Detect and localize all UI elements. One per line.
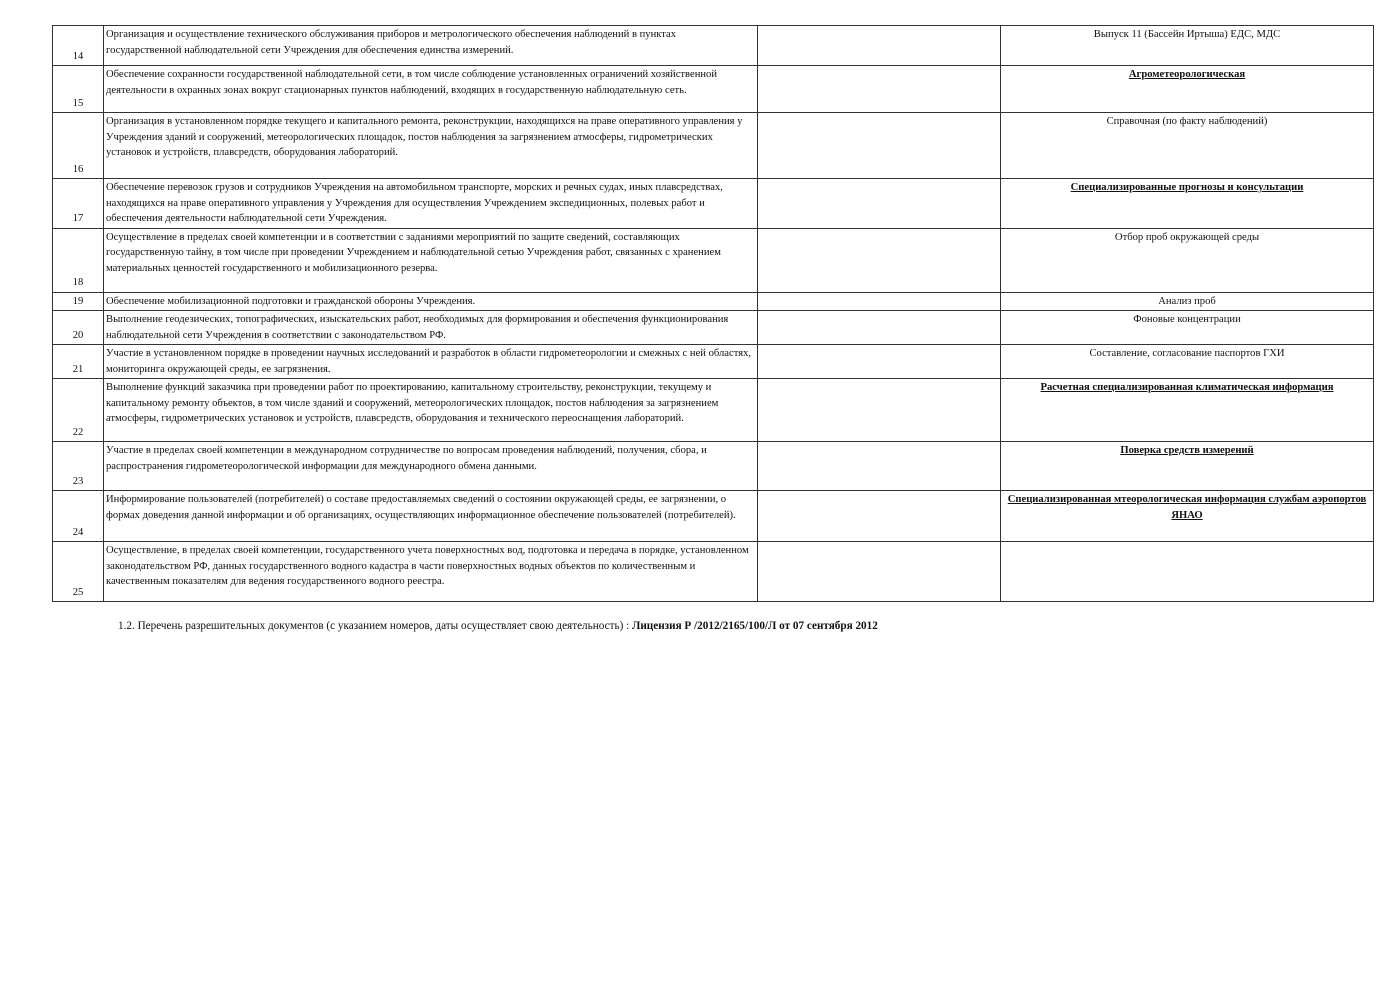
empty-cell — [758, 292, 1001, 311]
empty-cell — [758, 66, 1001, 113]
table-row — [53, 26, 1374, 66]
service-label: Агрометеорологическая — [1128, 69, 1246, 80]
empty-cell — [758, 26, 1001, 66]
row-number: 22 — [53, 379, 104, 442]
table-row — [53, 179, 1374, 229]
service-heading — [1001, 379, 1374, 442]
row-number: 14 — [53, 26, 104, 66]
service-heading — [1001, 442, 1374, 491]
service-label: Поверка средств измерений — [1120, 445, 1254, 456]
table-row — [53, 491, 1374, 542]
permits-note — [118, 620, 878, 632]
service-heading — [1001, 179, 1374, 229]
table-row — [53, 113, 1374, 179]
activity-description: Участие в установленном порядке в проведении научных исследований и разработок в области гидрометеорологии и смежных с ней областях, мониторинга окружающей среды, ее загрязнения. — [104, 345, 758, 379]
activity-description: Обеспечение сохранности государственной наблюдательной сети, в том числе соблюдение установленных ограничений хозяйственной деятельности в охранных зонах вокруг стационарных пунктов наблюдений, входящих в государственную наблюдательную сеть. — [104, 66, 758, 113]
service-label: Расчетная специализированная климатическая информация — [1040, 382, 1334, 393]
row-number: 21 — [53, 345, 104, 379]
activity-description: Организация в установленном порядке текущего и капитального ремонта, реконструкции, находящихся на праве оперативного управления у Учреждения зданий и сооружений, метеорологических площадок, постов наблюдения за загрязнением атмосферы, гидрометрических установок и устройств, плавсредств, оборудования лабораторий. — [104, 113, 758, 179]
row-number: 16 — [53, 113, 104, 179]
table-row — [53, 379, 1374, 442]
empty-cell — [758, 379, 1001, 442]
service-label: Отбор проб окружающей среды — [1114, 231, 1260, 243]
service-item — [1001, 311, 1374, 345]
service-label: Специализированные прогнозы и консультации — [1070, 182, 1304, 193]
empty-cell — [758, 542, 1001, 602]
license-number: Лицензия Р /2012/2165/100/Л от 07 сентября 2012 — [632, 620, 878, 632]
row-number: 17 — [53, 179, 104, 229]
table-row — [53, 228, 1374, 292]
service-item — [1001, 292, 1374, 311]
empty-cell — [758, 491, 1001, 542]
row-number: 23 — [53, 442, 104, 491]
empty-cell — [758, 179, 1001, 229]
activity-description: Осуществление в пределах своей компетенции и в соответствии с заданиями мероприятий по защите сведений, составляющих государственную тайну, в том числе при проведении Учреждением и наблюдательной сетью Учреждения работ, связанных с хранением материальных ценностей государственного и мобилизационного резерва. — [104, 228, 758, 292]
activity-description: Выполнение геодезических, топографических, изыскательских работ, необходимых для формирования и обеспечения функционирования наблюдательной сети Учреждения в соответствии с законодательством РФ. — [104, 311, 758, 345]
empty-cell — [758, 113, 1001, 179]
service-heading — [1001, 491, 1374, 542]
table-row — [53, 345, 1374, 379]
table-row — [53, 442, 1374, 491]
activity-description: Выполнение функций заказчика при проведении работ по проектированию, капитальному строительству, реконструкции, текущему и капитальному ремонту объектов, в том числе зданий и сооружений, метеорологических площадок, постов наблюдения за загрязнением атмосферы, гидрометрических установок и устройств, плавсредств, оборудования и технического переоснащения лабораторий. — [104, 379, 758, 442]
service-item — [1001, 113, 1374, 179]
activity-description: Осуществление, в пределах своей компетенции, государственного учета поверхностных вод, подготовка и передача в порядке, установленном законодательством РФ, данных государственного водного кадастра в части поверхностных водных объектов по количественным и качественным показателям для ведения государственного водного реестра. — [104, 542, 758, 602]
service-heading — [1001, 66, 1374, 113]
row-number: 15 — [53, 66, 104, 113]
empty-cell — [758, 345, 1001, 379]
empty-cell — [758, 228, 1001, 292]
empty-cell — [758, 442, 1001, 491]
activity-description: Обеспечение перевозок грузов и сотрудников Учреждения на автомобильном транспорте, морских и речных судах, иных плавсредствах, находящихся на праве оперативного управления у Учреждения для осуществления Учреждением экспедиционных, полевых работ и обеспечения деятельности наблюдательной сети Учреждения. — [104, 179, 758, 229]
table-body — [53, 26, 1374, 602]
table-row — [53, 66, 1374, 113]
service-item — [1001, 26, 1374, 66]
service-label: Специализированная мтеорологическая информация службам аэропортов ЯНАО — [1007, 494, 1367, 521]
table-row — [53, 292, 1374, 311]
row-number: 24 — [53, 491, 104, 542]
empty-cell — [758, 311, 1001, 345]
row-number: 18 — [53, 228, 104, 292]
service-item — [1001, 542, 1374, 602]
row-number: 19 — [53, 292, 104, 311]
activity-description: Участие в пределах своей компетенции в международном сотрудничестве по вопросам проведения наблюдений, получения, сбора, и распространения гидрометеорологической информации для международного обмена данными. — [104, 442, 758, 491]
permits-label: 1.2. Перечень разрешительных документов (с указанием номеров, даты осуществляет свою деятельность) : — [118, 620, 632, 632]
service-label: Выпуск 11 (Бассейн Иртыша) ЕДС, МДС — [1093, 29, 1281, 40]
table-row — [53, 542, 1374, 602]
row-number: 25 — [53, 542, 104, 602]
service-label: Анализ проб — [1158, 295, 1216, 307]
service-label: Фоновые концентрации — [1133, 314, 1241, 325]
activity-description: Информирование пользователей (потребителей) о составе предоставляемых сведений о состоянии окружающей среды, ее загрязнении, о формах доведения данной информации и об организациях, осуществляющих информационное обеспечение пользователей (потребителей). — [104, 491, 758, 542]
services-table — [52, 25, 1374, 602]
service-label: Составление, согласование паспортов ГХИ — [1089, 348, 1285, 359]
activity-description: Обеспечение мобилизационной подготовки и гражданской обороны Учреждения. — [104, 292, 758, 311]
service-label: Справочная (по факту наблюдений) — [1106, 116, 1268, 127]
activity-description: Организация и осуществление технического обслуживания приборов и метрологического обеспечения наблюдений в пунктах государственной наблюдательной сети Учреждения для обеспечения единства измерений. — [104, 26, 758, 66]
service-item — [1001, 345, 1374, 379]
row-number: 20 — [53, 311, 104, 345]
service-item — [1001, 228, 1374, 292]
table-row — [53, 311, 1374, 345]
